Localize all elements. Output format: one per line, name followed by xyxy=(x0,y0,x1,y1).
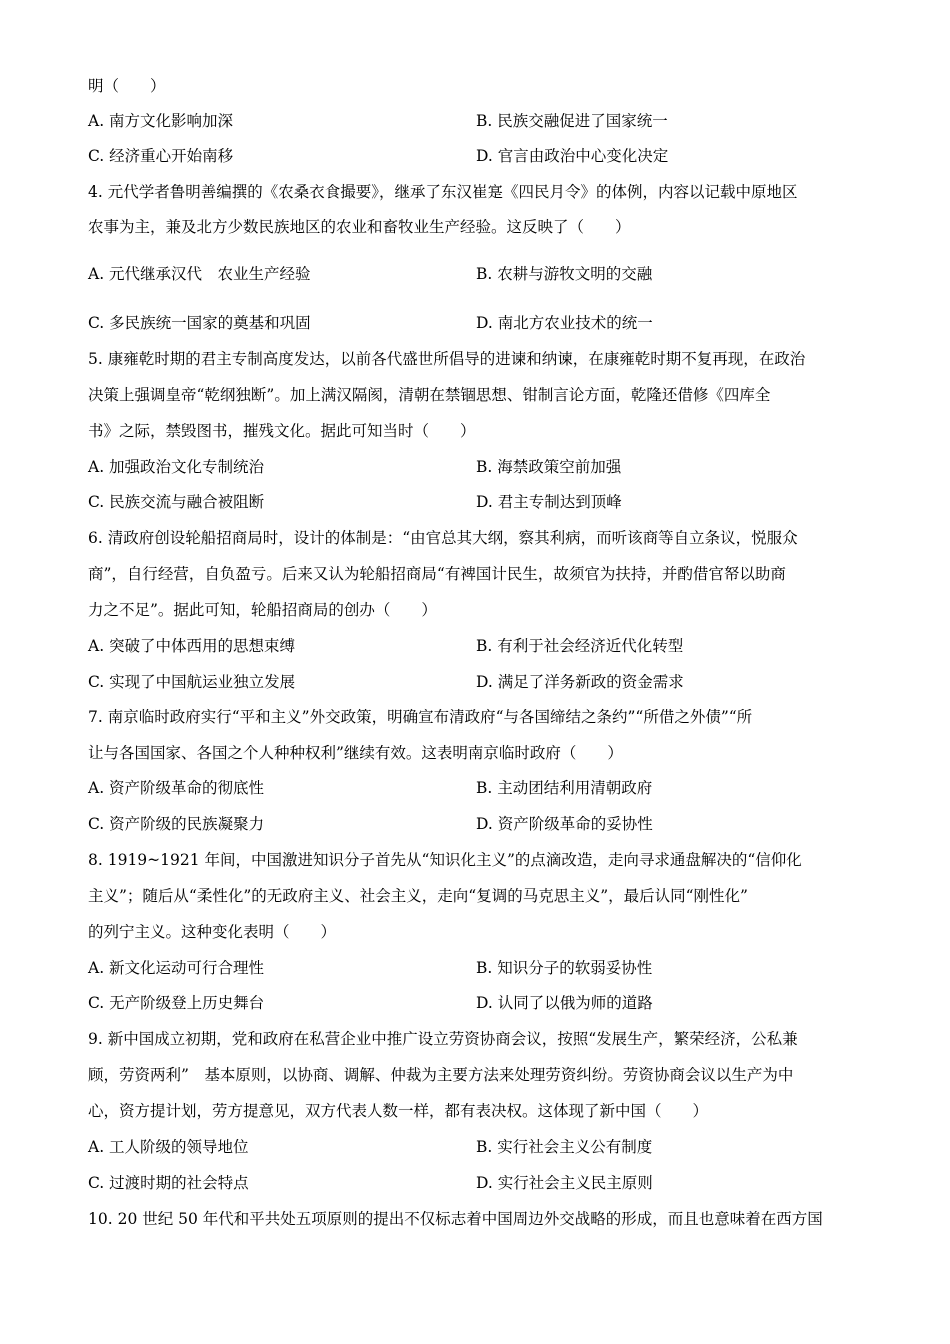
q9-option-b[interactable]: B. 实行社会主义公有制度 xyxy=(476,1138,653,1156)
q7-stem-line-1: 7. 南京临时政府实行“平和主义”外交政策，明确宣布清政府“与各国缔结之条约”“所借之外债”“所 xyxy=(88,708,753,726)
q7-option-a[interactable]: A. 资产阶级革命的彻底性 xyxy=(88,779,265,797)
q5-option-c[interactable]: C. 民族交流与融合被阻断 xyxy=(88,493,265,511)
q4-stem-line-2: 农事为主，兼及北方少数民族地区的农业和畜牧业生产经验。这反映了（ ） xyxy=(88,218,631,236)
q6-stem-line-1: 6. 清政府创设轮船招商局时，设计的体制是：“由官总其大纲，察其利病，而听该商等自立条议，悦服众 xyxy=(88,529,798,547)
q9-stem-line-2: 顾，劳资两利” 基本原则，以协商、调解、仲裁为主要方法来处理劳资纠纷。劳资协商会议以生产为中 xyxy=(88,1066,794,1084)
q9-option-c[interactable]: C. 过渡时期的社会特点 xyxy=(88,1174,249,1192)
q5-option-d[interactable]: D. 君主专制达到顶峰 xyxy=(476,493,622,511)
q6-option-a[interactable]: A. 突破了中体西用的思想束缚 xyxy=(88,637,296,655)
q3-option-c[interactable]: C. 经济重心开始南移 xyxy=(88,147,234,165)
q4-stem-line-1: 4. 元代学者鲁明善编撰的《农桑衣食撮要》，继承了东汉崔寔《四民月令》的体例，内容以记载中原地区 xyxy=(88,183,798,201)
q5-stem-line-3: 书》之际，禁毁图书，摧残文化。据此可知当时（ ） xyxy=(88,422,476,440)
q5-stem-line-1: 5. 康雍乾时期的君主专制高度发达，以前各代盛世所倡导的进谏和纳谏，在康雍乾时期不复再现，在政治 xyxy=(88,350,806,368)
q8-option-d[interactable]: D. 认同了以俄为师的道路 xyxy=(476,994,653,1012)
q6-option-c[interactable]: C. 实现了中国航运业独立发展 xyxy=(88,673,296,691)
q9-stem-line-1: 9. 新中国成立初期，党和政府在私营企业中推广设立劳资协商会议，按照“发展生产，繁荣经济，公私兼 xyxy=(88,1030,798,1048)
q8-option-c[interactable]: C. 无产阶级登上历史舞台 xyxy=(88,994,265,1012)
q8-stem-line-2: 主义”；随后从“柔性化”的无政府主义、社会主义，走向“复调的马克思主义”，最后认同“刚性化” xyxy=(88,887,748,905)
q7-option-c[interactable]: C. 资产阶级的民族凝聚力 xyxy=(88,815,265,833)
q6-option-d[interactable]: D. 满足了洋务新政的资金需求 xyxy=(476,673,684,691)
q4-option-c[interactable]: C. 多民族统一国家的奠基和巩固 xyxy=(88,314,311,332)
q3-option-a[interactable]: A. 南方文化影响加深 xyxy=(88,112,234,130)
q4-option-b[interactable]: B. 农耕与游牧文明的交融 xyxy=(476,265,653,283)
q9-option-a[interactable]: A. 工人阶级的领导地位 xyxy=(88,1138,249,1156)
q5-stem-line-2: 决策上强调皇帝“乾纲独断”。加上满汉隔阂，清朝在禁锢思想、钳制言论方面，乾隆还借修《四库全 xyxy=(88,386,771,404)
q6-option-b[interactable]: B. 有利于社会经济近代化转型 xyxy=(476,637,684,655)
q5-option-b[interactable]: B. 海禁政策空前加强 xyxy=(476,458,622,476)
q3-option-b[interactable]: B. 民族交融促进了国家统一 xyxy=(476,112,668,130)
q7-option-b[interactable]: B. 主动团结利用清朝政府 xyxy=(476,779,653,797)
q4-option-a[interactable]: A. 元代继承汉代 农业生产经验 xyxy=(88,265,311,283)
q9-stem-line-3: 心，资方提计划，劳方提意见，双方代表人数一样，都有表决权。这体现了新中国（ ） xyxy=(88,1102,709,1120)
q6-stem-line-3: 力之不足”。据此可知，轮船招商局的创办（ ） xyxy=(88,601,437,619)
q8-option-b[interactable]: B. 知识分子的软弱妥协性 xyxy=(476,959,653,977)
q9-option-d[interactable]: D. 实行社会主义民主原则 xyxy=(476,1174,653,1192)
q3-option-d[interactable]: D. 官言由政治中心变化决定 xyxy=(476,147,669,165)
q6-stem-line-2: 商”，自行经营，自负盈亏。后来又认为轮船招商局“有裨国计民生，故须官为扶持，并酌借官帑以助商 xyxy=(88,565,786,583)
q7-option-d[interactable]: D. 资产阶级革命的妥协性 xyxy=(476,815,653,833)
q7-stem-line-2: 让与各国国家、各国之个人种种权利”继续有效。这表明南京临时政府（ ） xyxy=(88,744,623,762)
q8-option-a[interactable]: A. 新文化运动可行合理性 xyxy=(88,959,265,977)
q10-stem-line-1: 10. 20 世纪 50 年代和平共处五项原则的提出不仅标志着中国周边外交战略的形成，而且也意味着在西方国 xyxy=(88,1210,823,1228)
q4-option-d[interactable]: D. 南北方农业技术的统一 xyxy=(476,314,653,332)
q8-stem-line-3: 的列宁主义。这种变化表明（ ） xyxy=(88,923,337,941)
q3-stem-tail: 明（ ） xyxy=(88,77,166,95)
q8-stem-line-1: 8. 1919~1921 年间，中国激进知识分子首先从“知识化主义”的点滴改造，走向寻求通盘解决的“信仰化 xyxy=(88,851,802,869)
q5-option-a[interactable]: A. 加强政治文化专制统治 xyxy=(88,458,265,476)
